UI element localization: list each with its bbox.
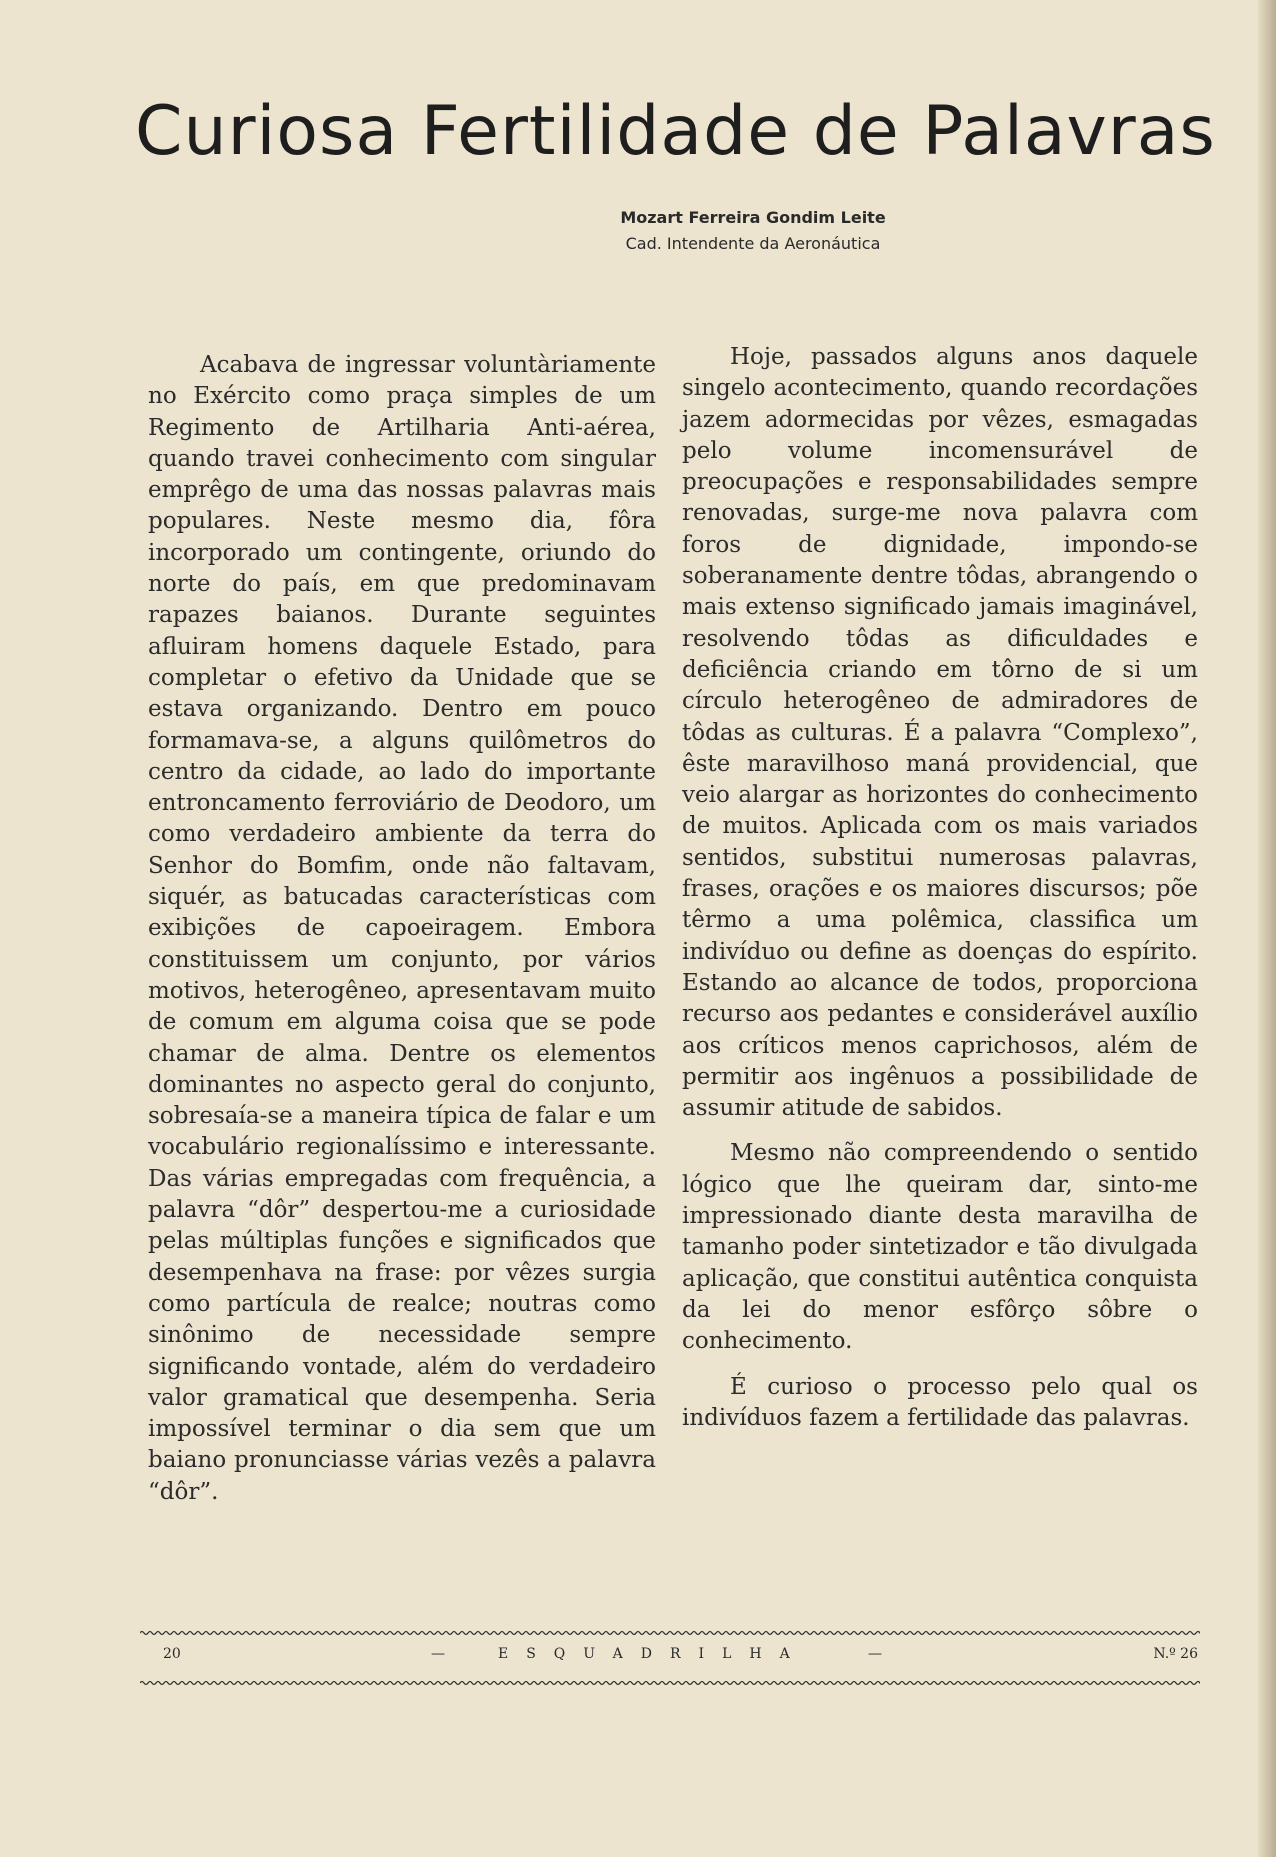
footer-dash: — (868, 1646, 882, 1662)
paragraph: Acabava de ingressar voluntàriamente no Exército como praça simples de um Regimento de Artilharia Anti-aérea, quando travei conhecimento com singular emprêgo de uma das nossas palavras mais populares. Neste mesmo dia, fôra incorporado um contingente, oriundo do norte do país, em que predominavam rapazes baianos. Durante seguintes afluiram homens daquele Estado, para completar o efetivo da Unidade que se estava organizando. Dentro em pouco formamava-se, a alguns quilômetros do centro da cidade, ao lado do importante entroncamento ferroviário de Deodoro, um como verdadeiro ambiente da terra do Senhor do Bomfim, onde não faltavam, siquér, as batucadas características com exibições de capoeiragem. Embora constituissem um conjunto, por vários motivos, heterogêneo, apresentavam muito de comum em alguma coisa que se pode chamar de alma. Dentre os elementos dominantes no aspecto geral do conjunto, sobresaía-se a maneira típica de falar e um vocabulário regionalíssimo e interessante. Das várias empregadas com frequência, a palavra “dôr” despertou-me a curiosidade pelas múltiplas funções e significados que desempenhava na frase: por vêzes surgia como partícula de realce; noutras como sinônimo de necessidade sempre significando vontade, além do verdadeiro valor gramatical que desempenha. Seria impossível terminar o dia sem que um baiano pronunciasse várias vezês a palavra “dôr”. (148, 352, 656, 1505)
article-title: Curiosa Fertilidade de Palavras (135, 92, 1216, 171)
wavy-rule-bottom (140, 1680, 1200, 1686)
page-footer (148, 1646, 1198, 1672)
text-column-left (148, 350, 656, 1508)
article-author: Mozart Ferreira Gondim Leite (620, 208, 886, 227)
page-number: 20 (163, 1646, 181, 1662)
wavy-rule-top (140, 1630, 1200, 1636)
text-column-right (682, 342, 1198, 1434)
footer-dash: — (431, 1646, 445, 1662)
author-role: Cad. Intendente da Aeronáutica (625, 234, 881, 253)
magazine-name: ESQUADRILHA (498, 1646, 808, 1662)
paragraph: É curioso o processo pelo qual os indivíduos fazem a fertilidade das palavras. (682, 1373, 1198, 1431)
paragraph: Hoje, passados alguns anos daquele singelo acontecimento, quando recordações jazem adormecidas por vêzes, esmagadas pelo volume incomensurável de preocupações e responsabilidades sempre renovadas, surge-me nova palavra com foros de dignidade, impondo-se soberanamente dentre tôdas, abrangendo o mais extenso significado jamais imaginável, resolvendo tôdas as dificuldades e deficiência criando em tôrno de si um círculo heterogêneo de admiradores de tôdas as culturas. É a palavra “Complexo”, êste maravilhoso maná providencial, que veio alargar as horizontes do conhecimento de muitos. Aplicada com os mais variados sentidos, substitui numerosas palavras, frases, orações e os maiores discursos; põe têrmo a uma polêmica, classifica um indivíduo ou define as doenças do espírito. Estando ao alcance de todos, proporciona recurso aos pedantes e considerável auxílio aos críticos menos caprichosos, além de permitir aos ingênuos a possibilidade de assumir atitude de sabidos. (682, 344, 1198, 1122)
page-edge (1258, 0, 1276, 1857)
issue-number: N.º 26 (1153, 1646, 1198, 1662)
paragraph: Mesmo não compreendendo o sentido lógico que lhe queiram dar, sinto-me impressionado diante desta maravilha de tamanho poder sintetizador e tão divulgada aplicação, que constitui autêntica conquista da lei do menor esfôrço sôbre o conhecimento. (682, 1140, 1198, 1355)
